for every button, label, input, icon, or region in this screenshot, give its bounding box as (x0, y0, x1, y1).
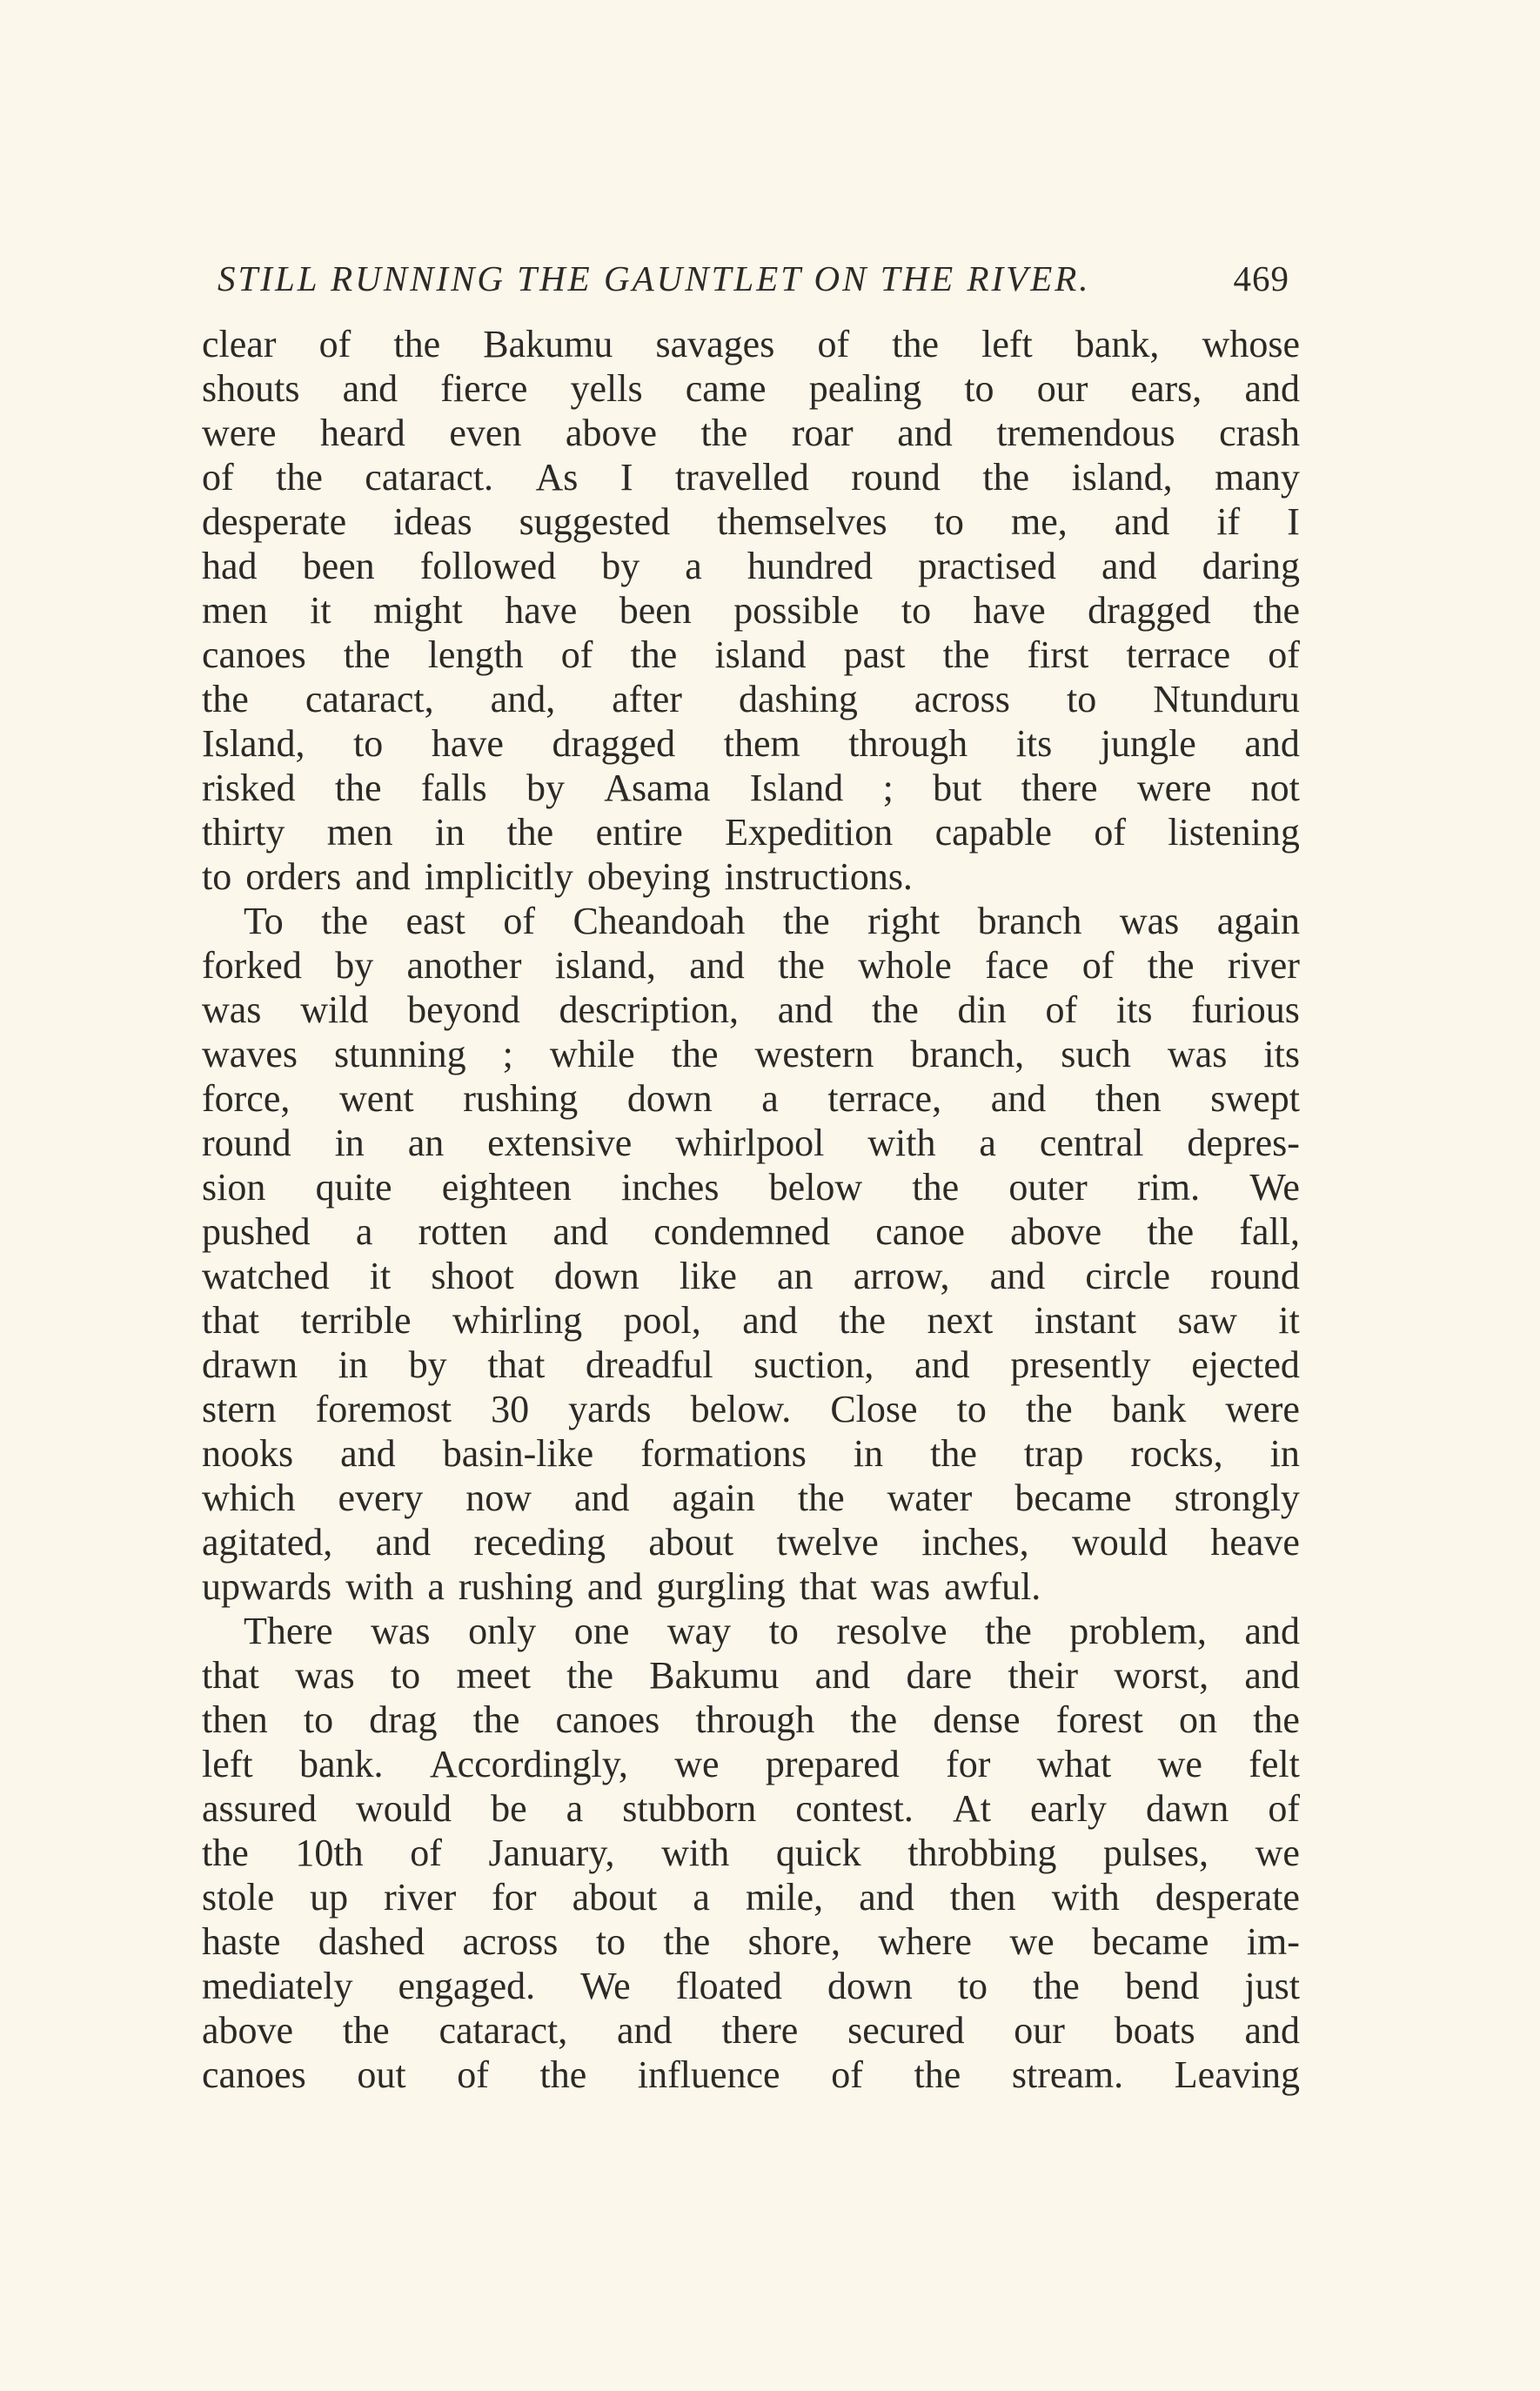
text-line: mediately engaged. We floated down to the bend just (202, 1965, 1300, 2007)
text-line: was wild beyond description, and the din of its furious (202, 988, 1300, 1031)
text-line: upwards with a rushing and gurgling that was awful. (202, 1565, 1041, 1608)
text-line: There was only one way to resolve the problem, and (244, 1610, 1300, 1652)
page-number: 469 (1233, 258, 1289, 298)
text-line: were heard even above the roar and tremendous crash (202, 412, 1300, 454)
text-line: waves stunning ; while the western branch, such was its (202, 1033, 1300, 1075)
text-line: above the cataract, and there secured our boats and (202, 2009, 1300, 2052)
text-line: the cataract, and, after dashing across to Ntunduru (202, 678, 1300, 720)
text-line: stole up river for about a mile, and then with desperate (202, 1876, 1300, 1919)
text-line: then to drag the canoes through the dense forest on the (202, 1698, 1300, 1741)
text-line: desperate ideas suggested themselves to me, and if I (202, 500, 1300, 543)
text-line: nooks and basin-like formations in the trap rocks, in (202, 1432, 1300, 1475)
text-line: the 10th of January, with quick throbbing pulses, we (202, 1832, 1300, 1874)
text-line: assured would be a stubborn contest. At early dawn of (202, 1787, 1300, 1830)
text-line: stern foremost 30 yards below. Close to the bank were (202, 1388, 1300, 1430)
body-text (202, 322, 1300, 2097)
text-line: risked the falls by Asama Island ; but there were not (202, 767, 1300, 809)
text-line: men it might have been possible to have dragged the (202, 589, 1300, 632)
text-line: shouts and fierce yells came pealing to our ears, and (202, 367, 1300, 410)
text-line: which every now and again the water became strongly (202, 1477, 1300, 1519)
running-head-title: STILL RUNNING THE GAUNTLET ON THE RIVER. (218, 258, 1091, 298)
text-line: had been followed by a hundred practised and daring (202, 545, 1300, 587)
text-line: that was to meet the Bakumu and dare their worst, and (202, 1654, 1300, 1697)
text-line: of the cataract. As I travelled round the island, many (202, 456, 1300, 499)
text-line: round in an extensive whirlpool with a central depres- (202, 1122, 1300, 1164)
text-line: to orders and implicitly obeying instructions. (202, 855, 913, 898)
text-line: To the east of Cheandoah the right branch was again (244, 900, 1300, 942)
text-line: haste dashed across to the shore, where we became im- (202, 1920, 1300, 1963)
text-line: agitated, and receding about twelve inches, would heave (202, 1521, 1300, 1564)
text-line: force, went rushing down a terrace, and then swept (202, 1077, 1300, 1120)
text-line: thirty men in the entire Expedition capable of listening (202, 811, 1300, 854)
text-line: that terrible whirling pool, and the next instant saw it (202, 1299, 1300, 1342)
text-line: sion quite eighteen inches below the outer rim. We (202, 1166, 1300, 1209)
text-line: forked by another island, and the whole face of the river (202, 944, 1300, 987)
text-line: left bank. Accordingly, we prepared for what we felt (202, 1743, 1300, 1785)
text-line: pushed a rotten and condemned canoe above the fall, (202, 1210, 1300, 1253)
text-line: Island, to have dragged them through its jungle and (202, 722, 1300, 765)
text-line: drawn in by that dreadful suction, and presently ejected (202, 1343, 1300, 1386)
text-line: canoes the length of the island past the first terrace of (202, 633, 1300, 676)
running-head (218, 258, 1289, 310)
text-line: watched it shoot down like an arrow, and circle round (202, 1255, 1300, 1297)
text-line: clear of the Bakumu savages of the left bank, whose (202, 323, 1300, 365)
text-line: canoes out of the influence of the stream. Leaving (202, 2053, 1300, 2096)
